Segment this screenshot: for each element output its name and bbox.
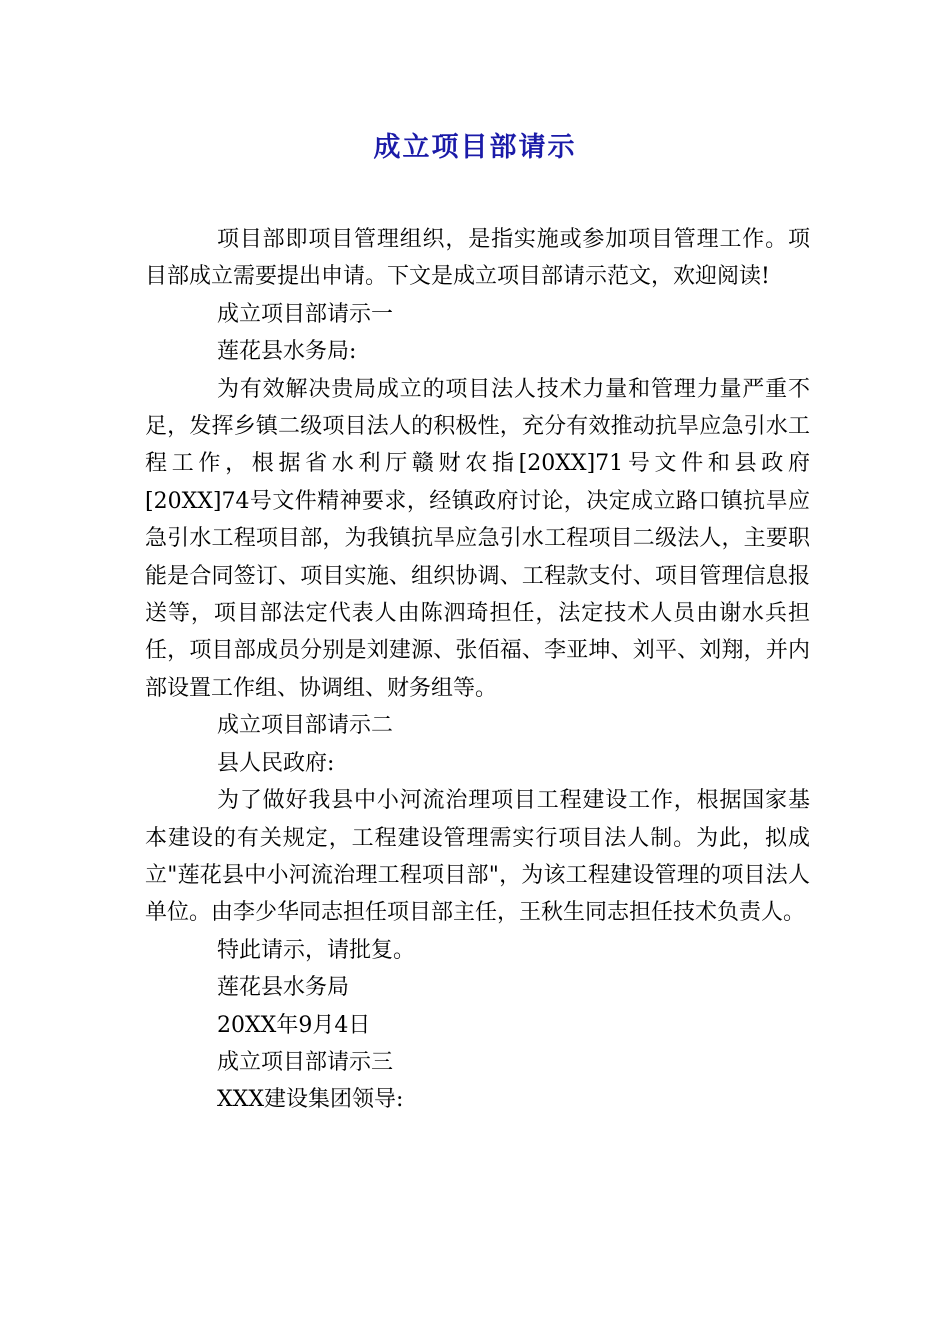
document-body <box>145 221 810 1119</box>
signature-date: 20XX年9月4日 <box>217 1012 371 1038</box>
body-paragraph-two: 为了做好我县中小河流治理项目工程建设工作，根据国家基本建设的有关规定，工程建设管理需实行项目法人制。为此，拟成立"莲花县中小河流治理工程项目部"，为该工程建设管理的项目法人单位。由李少华同志担任项目部主任，王秋生同志担任技术负责人。 <box>145 788 810 926</box>
addressee-two: 县人民政府: <box>217 750 335 776</box>
addressee-one: 莲花县水务局: <box>217 339 357 365</box>
intro-paragraph: 项目部即项目管理组织，是指实施或参加项目管理工作。项目部成立需要提出申请。下文是成立项目部请示范文，欢迎阅读! <box>145 227 810 290</box>
document-title: 成立项目部请示 <box>373 132 577 163</box>
body-paragraph-one: 为有效解决贵局成立的项目法人技术力量和管理力量严重不足，发挥乡镇二级项目法人的积极性，充分有效推动抗旱应急引水工程工作，根据省水利厅赣财农指[20XX]71号文件和县政府[20XX]74号文件精神要求，经镇政府讨论，决定成立路口镇抗旱应急引水工程项目部，为我镇抗旱应急引水工程项目二级法人，主要职能是合同签订、项目实施、组织协调、工程款支付、项目管理信息报送等，项目部法定代表人由陈泗琦担任，法定技术人员由谢水兵担任，项目部成员分别是刘建源、张佰福、李亚坤、刘平、刘翔，并内部设置工作组、协调组、财务组等。 <box>145 376 810 701</box>
section-heading-three: 成立项目部请示三 <box>217 1049 394 1075</box>
section-heading-one: 成立项目部请示一 <box>217 301 394 327</box>
signature-org: 莲花县水务局 <box>217 975 350 1001</box>
addressee-three: XXX建设集团领导: <box>217 1087 404 1113</box>
closing-request: 特此请示，请批复。 <box>217 937 416 963</box>
section-heading-two: 成立项目部请示二 <box>217 713 394 739</box>
